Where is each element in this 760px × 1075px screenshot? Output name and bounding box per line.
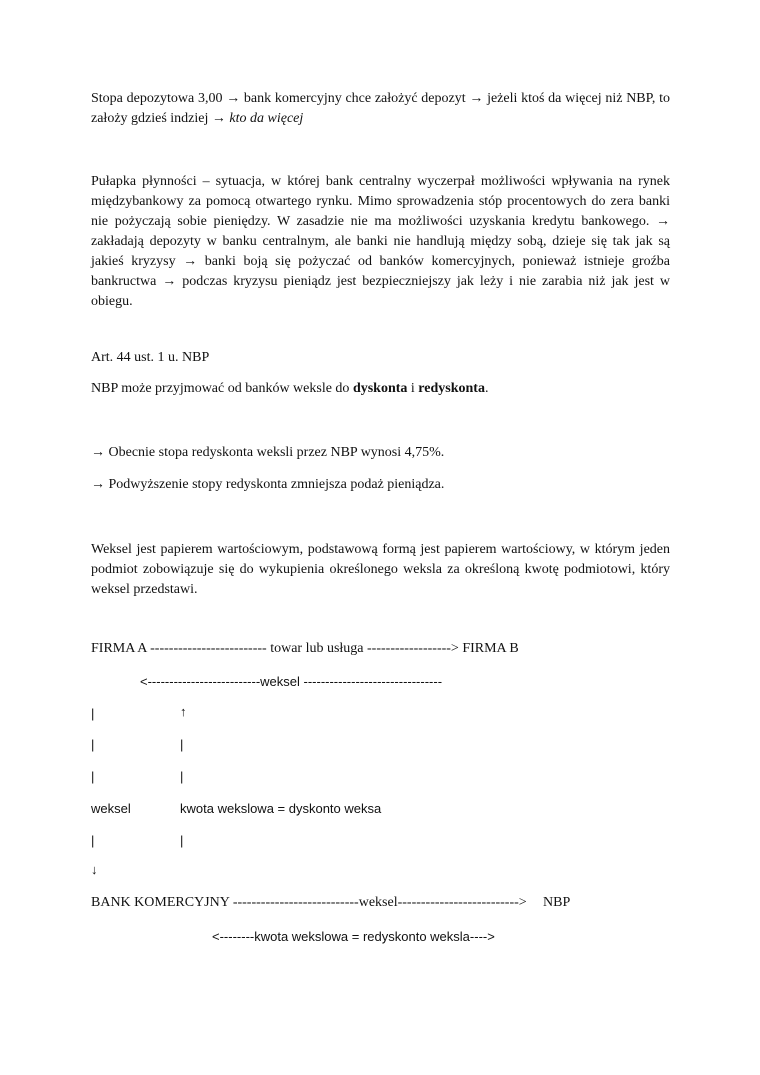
liquidity-trap-paragraph: Pułapka płynności – sytuacja, w której bank centralny wyczerpał możliwości wpływania na rynek międzybankowy za pomocą otwartego rynku. Mimo sprowadzenia stóp procentowych do zera banki nie pożyczają sobie pieniędzy. W zasadzie nie ma możliwości uzyskania kredytu bankowego. → zakładają depozyty w banku centralnym, ale banki nie handlują między sobą, dzieje się tak jak są jakieś kryzysy → banki boją się pożyczać od banków komercyjnych, ponieważ istnieje groźba bankructwa → podczas kryzysu pieniądz jest bezpieczniejszy jak leży i nie zarabia niż jak jest w obiegu. (91, 174, 670, 309)
discount-paragraph (91, 381, 488, 397)
bill-definition-paragraph: Weksel jest papierem wartościowym, podstawową formą jest papierem wartościowy, w którym jeden podmiot zobowiązuje się do wykupienia określonego weksla za określoną kwotę podmiotowi, który weksel przedstawi. (91, 542, 670, 597)
discount-text-before: NBP może przyjmować od banków weksle do (91, 381, 353, 396)
deposit-rate-italic: kto da więcej (229, 111, 304, 126)
rediscount-bold: redyskonta (418, 381, 485, 396)
diagram-pipe-right-2: | (180, 737, 184, 752)
diagram-pipe-left-1: | (91, 706, 95, 721)
discount-text-mid: i (407, 381, 419, 396)
diagram-bill-return-line: <--------------------------weksel -------------------------------- (140, 674, 443, 689)
diagram-firm-line: FIRMA A ------------------------- towar lub usługa ------------------> FIRMA B (91, 641, 519, 656)
diagram-down-arrow: ↓ (91, 862, 98, 877)
discount-bold: dyskonta (352, 381, 408, 396)
rediscount-effect-note: → Podwyższenie stopy redyskonta zmniejsza podaż pieniądza. (91, 477, 445, 492)
diagram-nbp-label: NBP (543, 895, 571, 910)
diagram-pipe-left-2: | (91, 737, 95, 752)
diagram-bank-line: BANK KOMERCYJNY ---------------------------weksel--------------------------> (91, 895, 527, 910)
diagram-rediscount-line: <--------kwota wekslowa = redyskonto weksla----> (212, 929, 495, 944)
diagram-up-arrow: ↑ (180, 704, 187, 719)
deposit-rate-text: Stopa depozytowa 3,00 → bank komercyjny chce założyć depozyt → jeżeli ktoś da więcej niż NBP, to założy gdzieś indziej → (91, 91, 670, 126)
diagram-discount-amount: kwota wekslowa = dyskonto weksa (180, 801, 382, 816)
diagram-pipe-right-4: | (180, 833, 184, 848)
discount-text-after: . (484, 381, 489, 396)
deposit-rate-paragraph (91, 89, 670, 129)
diagram-pipe-right-3: | (180, 769, 184, 784)
rediscount-rate-note: → Obecnie stopa redyskonta weksli przez NBP wynosi 4,75%. (91, 445, 445, 460)
diagram-pipe-left-4: | (91, 833, 95, 848)
article-reference: Art. 44 ust. 1 u. NBP (91, 350, 210, 365)
diagram-weksel-label: weksel (91, 801, 131, 816)
diagram-pipe-left-3: | (91, 769, 95, 784)
